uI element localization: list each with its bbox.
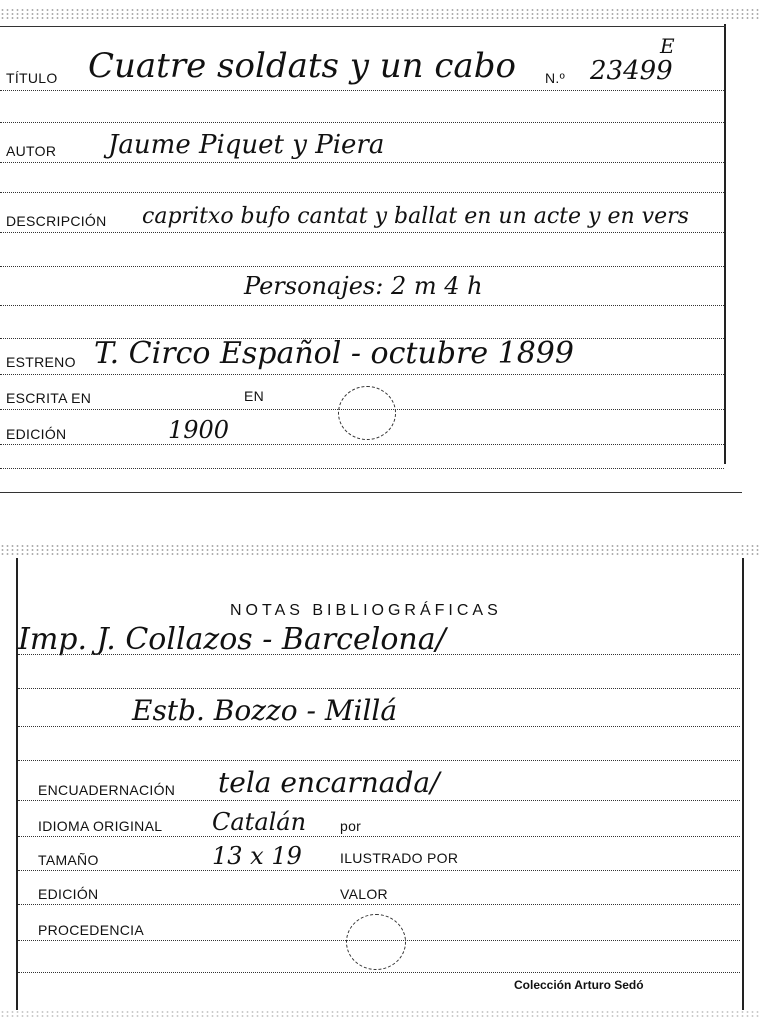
card2-line-8 [18, 904, 740, 905]
procedencia-label: PROCEDENCIA [38, 922, 144, 938]
tamano-label: TAMAÑO [38, 852, 99, 868]
card1-line-11 [0, 444, 724, 445]
card1-top-rule [0, 26, 726, 27]
numero-label: N.º [545, 70, 566, 86]
punch-hole-2 [346, 914, 406, 970]
card1-line-1 [0, 90, 724, 91]
card2-line-9 [18, 940, 740, 941]
estreno-label: ESTRENO [6, 354, 76, 370]
escrita-label: ESCRITA EN [6, 390, 92, 406]
card1-line-4 [0, 192, 724, 193]
ilustrado-label: ILUSTRADO POR [340, 850, 459, 866]
card1-line-5 [0, 232, 724, 233]
card2-line-7 [18, 870, 740, 871]
card2-top-edge [0, 544, 759, 556]
autor-label: AUTOR [6, 143, 57, 159]
card1-line-3 [0, 162, 724, 163]
por-label: por [340, 818, 362, 834]
note-line-1: Imp. J. Collazos - Barcelona/ [18, 622, 446, 657]
card2-line-4 [18, 760, 740, 761]
titulo-value: Cuatre soldats y un cabo [88, 46, 516, 86]
card2-line-6 [18, 836, 740, 837]
card1-line-9 [0, 374, 724, 375]
card2-line-3 [18, 726, 740, 727]
note-line-2: Estb. Bozzo - Millá [132, 694, 398, 727]
descripcion-label: DESCRIPCIÓN [6, 213, 107, 229]
edicion-label: EDICIÓN [6, 426, 67, 442]
tamano-value: 13 x 19 [212, 842, 302, 870]
numero-value: 23499 [590, 56, 673, 86]
card1-line-12 [0, 468, 724, 469]
titulo-label: TÍTULO [6, 70, 58, 86]
encuadernacion-value: tela encarnada/ [218, 766, 440, 799]
coleccion-credit: Colección Arturo Sedó [514, 978, 644, 992]
card2-bottom-edge [0, 1010, 759, 1018]
card2-line-1 [18, 654, 740, 655]
personajes-value: Personajes: 2 m 4 h [244, 272, 483, 300]
encuadernacion-label: ENCUADERNACIÓN [38, 782, 176, 798]
card1-bottom-edge [0, 492, 742, 493]
descripcion-value: capritxo bufo cantat y ballat en un acte y en vers [142, 204, 689, 229]
card2-line-10 [18, 972, 740, 973]
en-label: EN [244, 388, 265, 404]
card2-line-2 [18, 688, 740, 689]
edicion-value: 1900 [168, 416, 230, 444]
card1-line-2 [0, 122, 724, 123]
notas-heading: NOTAS BIBLIOGRÁFICAS [230, 602, 502, 619]
estreno-value: T. Circo Español - octubre 1899 [94, 336, 574, 371]
numero-superscript: E [660, 34, 675, 58]
autor-value: Jaume Piquet y Piera [108, 130, 385, 160]
card1-top-edge [0, 8, 759, 20]
valor-label: VALOR [340, 886, 388, 902]
card1-line-7 [0, 305, 724, 306]
card2-line-5 [18, 800, 740, 801]
edicion2-label: EDICIÓN [38, 886, 99, 902]
idioma-label: IDIOMA ORIGINAL [38, 818, 163, 834]
card1-line-6 [0, 266, 724, 267]
punch-hole-1 [338, 386, 396, 440]
idioma-value: Catalán [212, 808, 307, 836]
